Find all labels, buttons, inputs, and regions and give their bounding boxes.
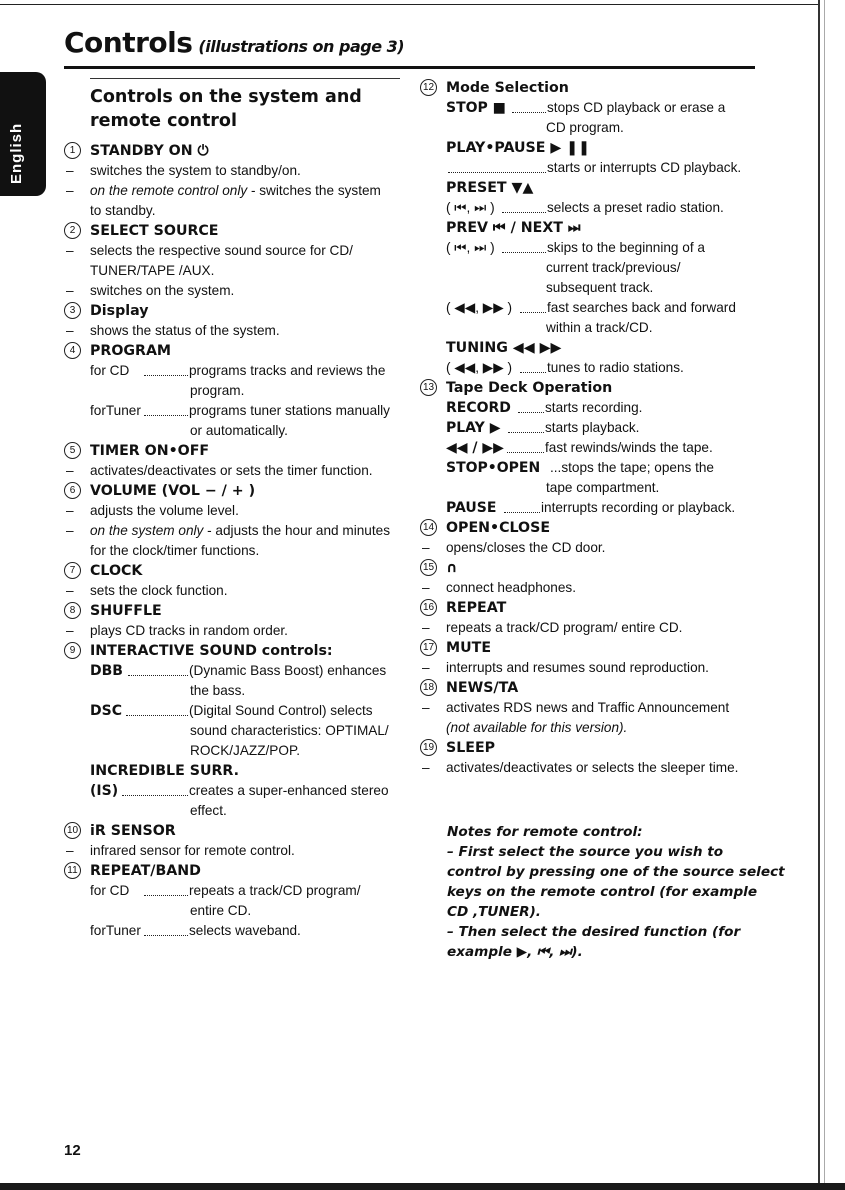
row-continuation: current track/previous/ [546,260,681,275]
item-line: – adjusts the volume level. [66,503,239,518]
item-line: – on the remote control only - switches the system [66,183,381,198]
notes-line: keys on the remote control (for example [447,884,758,900]
language-tab [0,72,46,196]
row-key: STOP•OPEN [446,460,541,476]
item-heading-8 [64,601,404,621]
row-value: (Digital Sound Control) selects [188,701,373,721]
dotted-row [420,158,760,178]
item-text-italic: on the remote control only [90,183,248,198]
row-key-heading: TUNING ◀◀ ▶▶ [446,340,562,356]
item-subheading: INCREDIBLE SURR. [90,763,239,779]
section-title-line2: remote control [90,111,237,131]
item-text: activates/deactivates or sets the timer function. [90,463,373,478]
title-rule [64,66,755,69]
row-key: for CD [90,881,131,901]
row-key: ( ⏮, ⏭ ) [446,238,497,258]
item-title-18: NEWS/TA [446,680,519,696]
item-number-11: 11 [64,862,81,879]
item-line: – switches the system to standby/on. [66,163,301,178]
dotted-row [420,438,760,458]
item-heading-15 [420,558,760,578]
row-continuation: or automatically. [190,423,288,438]
dotted-row [420,98,760,118]
row-key: forTuner [90,401,143,421]
row-key: ( ◀◀, ▶▶ ) [446,358,514,378]
row-key: STOP ■ [446,100,506,116]
item-line: – activates RDS news and Traffic Announcement [422,700,730,715]
item-text: opens/closes the CD door. [446,540,606,555]
row-key: DSC [90,703,122,719]
row-continuation: CD program. [546,120,624,135]
row-continuation: the bass. [190,683,246,698]
dotted-row [64,921,404,941]
item-title-13: Tape Deck Operation [446,380,613,396]
section-title [90,85,404,133]
row-value: starts recording. [544,398,642,418]
item-heading-11 [64,861,404,881]
item-text: activates RDS news and Traffic Announcement [446,700,730,715]
row-key: RECORD [446,400,511,416]
row-value: tunes to radio stations. [546,358,684,378]
item-heading-3 [64,301,404,321]
row-key-heading: PREV ⏮ / NEXT ⏭ [446,220,581,236]
row-key-heading: PLAY•PAUSE ▶ ❚❚ [446,140,591,156]
row-key: ( ◀◀, ▶▶ ) [446,298,514,318]
item-number-8: 8 [64,602,81,619]
dotted-row [420,238,760,258]
row-key: PAUSE [446,500,497,516]
item-text: interrupts and resumes sound reproduction. [446,660,709,675]
item-title-16: REPEAT [446,600,507,616]
item-line [420,718,760,738]
item-heading-7 [64,561,404,581]
row-key: PLAY ▶ [446,420,501,436]
page-number: 12 [64,1142,81,1159]
item-text: infrared sensor for remote control. [90,843,295,858]
item-line: – switches on the system. [66,283,235,298]
item-title-8: SHUFFLE [90,603,162,619]
item-number-18: 18 [420,679,437,696]
row-value: (Dynamic Bass Boost) enhances [188,661,386,681]
notes-line: CD ,TUNER). [447,904,541,920]
row-value: programs tuner stations manually [188,401,390,421]
notes-line: example ▶, ⏮, ⏭). [447,944,583,960]
page-subtitle: (illustrations on page 3) [198,37,405,56]
item-text: - adjusts the hour and minutes [203,523,390,538]
page-right-edge-shadow [824,0,825,1190]
row-value: creates a super-enhanced stereo [188,781,389,801]
page-title-text: Controls [64,26,193,59]
item-text: repeats a track/CD program/ entire CD. [446,620,683,635]
item-title-2: SELECT SOURCE [90,223,219,239]
item-number-2: 2 [64,222,81,239]
item-text: shows the status of the system. [90,323,280,338]
row-continuation: effect. [190,803,227,818]
row-key: forTuner [90,921,143,941]
item-title-5: TIMER ON•OFF [90,443,210,459]
dotted-row [64,401,404,421]
item-line: – opens/closes the CD door. [422,540,606,555]
item-title-10: iR SENSOR [90,823,176,839]
item-heading-10 [64,821,404,841]
item-text: connect headphones. [446,580,577,595]
section-title-line1: Controls on the system and [90,87,362,107]
row-continuation: program. [190,383,245,398]
item-heading-9 [64,641,404,661]
item-heading-12 [420,78,760,98]
item-number-13: 13 [420,379,437,396]
row-value: programs tracks and reviews the [188,361,385,381]
item-number-5: 5 [64,442,81,459]
item-number-17: 17 [420,639,437,656]
item-heading-5 [64,441,404,461]
item-number-16: 16 [420,599,437,616]
dotted-row [420,398,760,418]
page-title [64,26,404,59]
row-value: repeats a track/CD program/ [188,881,361,901]
item-text: to standby. [90,203,156,218]
item-line: – shows the status of the system. [66,323,280,338]
dotted-row [420,418,760,438]
item-title-6: VOLUME (VOL − / + ) [90,483,256,499]
item-number-9: 9 [64,642,81,659]
dotted-row [420,458,760,478]
item-title-1: STANDBY ON ⏻ [90,143,209,159]
item-text: switches the system to standby/on. [90,163,301,178]
page-top-edge [0,4,820,5]
notes-line: – First select the source you wish to [447,844,724,860]
dotted-row [420,358,760,378]
row-value: ...stops the tape; opens the [546,458,714,478]
dotted-row [64,661,404,681]
dotted-row [64,701,404,721]
item-line [64,541,404,561]
row-continuation: tape compartment. [546,480,660,495]
item-title-4: PROGRAM [90,343,172,359]
row-key-heading: PRESET ▼▲ [446,180,534,196]
page-bottom-edge [0,1183,845,1190]
item-number-4: 4 [64,342,81,359]
item-text: for the clock/timer functions. [90,543,260,558]
language-tab-label: English [8,122,25,184]
item-title-11: REPEAT/BAND [90,863,201,879]
item-number-6: 6 [64,482,81,499]
row-value: selects waveband. [188,921,301,941]
item-number-19: 19 [420,739,437,756]
item-text: - switches the system [247,183,381,198]
row-continuation: subsequent track. [546,280,654,295]
item-heading-1 [64,141,404,161]
item-line: – plays CD tracks in random order. [66,623,288,638]
item-heading-4 [64,341,404,361]
item-line: – interrupts and resumes sound reproduction. [422,660,709,675]
item-number-7: 7 [64,562,81,579]
item-title-19: SLEEP [446,740,496,756]
row-value: starts or interrupts CD playback. [546,158,741,178]
item-heading-6 [64,481,404,501]
item-title-9: INTERACTIVE SOUND controls: [90,643,333,659]
row-key: for CD [90,361,131,381]
notes-title: Notes for remote control: [447,824,643,840]
item-number-3: 3 [64,302,81,319]
row-value: interrupts recording or playback. [540,498,735,518]
item-heading-16 [420,598,760,618]
row-value: fast rewinds/winds the tape. [544,438,713,458]
row-value: starts playback. [544,418,639,438]
item-number-15: 15 [420,559,437,576]
item-line: – activates/deactivates or sets the timer function. [66,463,373,478]
row-continuation: ROCK/JAZZ/POP. [190,743,301,758]
notes-line: – Then select the desired function (for [447,924,741,940]
page-right-edge [818,0,820,1190]
dotted-row [420,198,760,218]
item-text: TUNER/TAPE /AUX. [90,263,215,278]
item-title-3: Display [90,303,149,319]
row-value: skips to the beginning of a [546,238,705,258]
item-heading-2 [64,221,404,241]
item-text-italic: (not available for this version). [446,720,628,735]
item-number-12: 12 [420,79,437,96]
item-text-italic: on the system only [90,523,204,538]
dotted-row [420,298,760,318]
item-heading-18 [420,678,760,698]
item-heading-14 [420,518,760,538]
item-line: – sets the clock function. [66,583,228,598]
item-line [64,201,404,221]
item-number-14: 14 [420,519,437,536]
item-title-17: MUTE [446,640,492,656]
item-text: switches on the system. [90,283,235,298]
item-number-1: 1 [64,142,81,159]
row-value: selects a preset radio station. [546,198,724,218]
row-key: (IS) [90,783,119,799]
item-line: – activates/deactivates or selects the sleeper time. [422,760,739,775]
dotted-row [64,361,404,381]
dotted-row [420,498,760,518]
row-continuation: within a track/CD. [546,320,653,335]
row-value: stops CD playback or erase a [546,98,725,118]
dotted-row [64,881,404,901]
item-line [64,261,404,281]
dotted-row [64,781,404,801]
item-heading-17 [420,638,760,658]
item-line: – infrared sensor for remote control. [66,843,295,858]
remote-notes [447,822,785,962]
item-text: activates/deactivates or selects the sleeper time. [446,760,739,775]
item-text: plays CD tracks in random order. [90,623,288,638]
notes-line: control by pressing one of the source select [447,864,785,880]
item-line: – connect headphones. [422,580,577,595]
item-text: adjusts the volume level. [90,503,239,518]
item-text: selects the respective sound source for CD/ [90,243,353,258]
row-value: fast searches back and forward [546,298,736,318]
item-title-14: OPEN•CLOSE [446,520,551,536]
item-number-10: 10 [64,822,81,839]
item-heading-13 [420,378,760,398]
item-heading-19 [420,738,760,758]
left-column [64,78,404,941]
item-text: sets the clock function. [90,583,228,598]
row-continuation: sound characteristics: OPTIMAL/ [190,723,389,738]
item-title-12: Mode Selection [446,80,569,96]
item-title-7: CLOCK [90,563,143,579]
row-continuation: entire CD. [190,903,252,918]
row-key: ◀◀ / ▶▶ [446,440,504,456]
headphones-icon: ∩ [446,560,458,576]
item-line: – on the system only - adjusts the hour and minutes [66,523,390,538]
row-key: DBB [90,663,123,679]
section-rule [90,78,400,79]
right-column [420,78,760,778]
row-key: ( ⏮, ⏭ ) [446,198,497,218]
item-line: – repeats a track/CD program/ entire CD. [422,620,683,635]
item-line: – selects the respective sound source for CD/ [66,243,353,258]
